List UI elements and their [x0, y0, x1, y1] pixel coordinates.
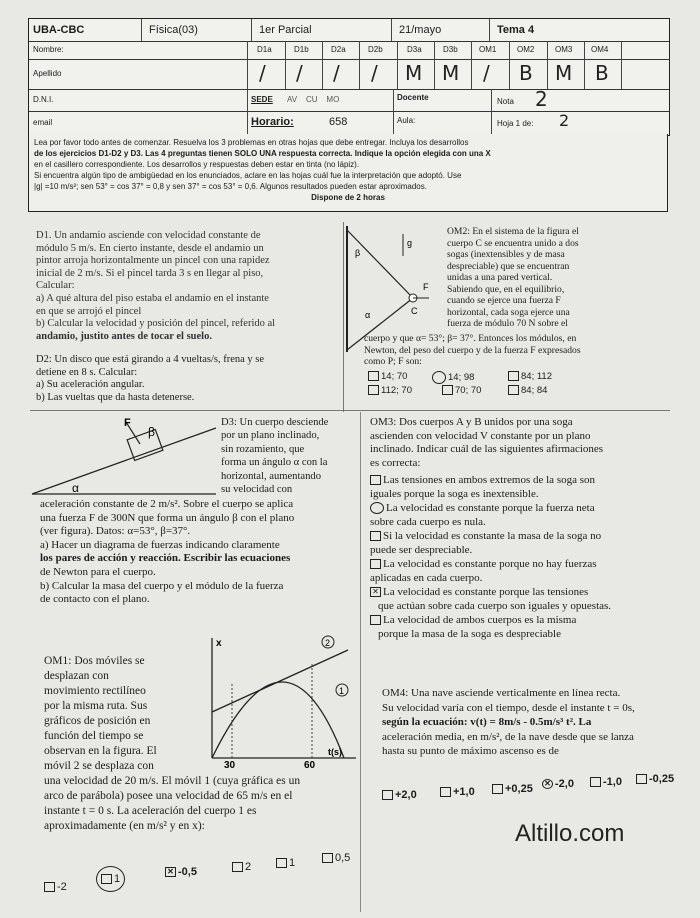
fig-f: F — [124, 417, 131, 429]
horario-value: 658 — [329, 116, 348, 128]
om2-line: despreciable) que se encuentran — [447, 260, 570, 272]
om1-line: observan en la figura. El — [44, 745, 157, 757]
option-label: 70; 70 — [455, 385, 482, 396]
om2-line: como P; F son: — [364, 356, 422, 367]
option-label: 14; 70 — [381, 371, 408, 382]
om2-option-3[interactable] — [508, 371, 552, 382]
answer-d3a: M — [405, 61, 423, 85]
om2-line: horizontal, cada soga ejerce una — [447, 306, 570, 318]
option-label: +2,0 — [395, 789, 417, 801]
option-label: La velocidad es constante porque la fuerza neta — [386, 502, 595, 514]
om1-question-side — [44, 654, 194, 774]
checkbox[interactable] — [370, 475, 381, 485]
fig-alpha: α — [365, 310, 371, 320]
d1-line: inicial de 2 m/s. Si el pincel tarda 3 s en llegar al piso, — [36, 267, 264, 279]
instr-line-5: |g| =10 m/s²; sen 53° = cos 37° = 0,8 y sen 37° = cos 53° = 0,6. Algunos resultados pueden estar aproximados. — [34, 182, 427, 191]
checkbox-marked[interactable] — [432, 371, 446, 384]
option-label: -0,25 — [649, 773, 675, 785]
om3-option-1b: iguales porque la soga es inextensible. — [370, 488, 539, 500]
answer-d1a: / — [259, 61, 266, 85]
answers-row — [29, 59, 669, 90]
om3-option-5b: que actúan sobre cada cuerpo son iguales y opuestas. — [378, 600, 612, 612]
exam-label: 1er Parcial — [259, 24, 312, 36]
subject-label: Física(03) — [149, 24, 198, 36]
d1-line: Calcular: — [36, 280, 75, 292]
om3-option-4b: aplicadas en cada cuerpo. — [370, 572, 483, 584]
graph-t2: 60 — [304, 760, 316, 770]
option-label: 84; 84 — [521, 385, 548, 396]
graph-c1: 1 — [339, 686, 345, 696]
aula-label: Aula: — [397, 116, 416, 125]
instr-line-2: de los ejercicios D1-D2 y D3. Las 4 preguntas tienen SOLO UNA respuesta correcta. Indique la opción elegida con una X — [34, 149, 491, 158]
checkbox-marked[interactable]: ✕ — [542, 779, 553, 789]
option-label: La velocidad es constante porque no hay fuerzas — [383, 558, 597, 570]
om3-option-6[interactable] — [370, 613, 670, 627]
tema-label: Tema 4 — [497, 24, 535, 36]
om2-option-6[interactable] — [508, 385, 547, 396]
col-om3: OM3 — [555, 45, 573, 54]
sede-label: SEDE — [251, 95, 273, 104]
d3-figure — [30, 414, 220, 500]
answer-om4: B — [595, 61, 609, 85]
option-label: Las tensiones en ambos extremos de la soga son — [383, 474, 596, 486]
om4-line: OM4: Una nave asciende verticalmente en línea recta. — [382, 687, 621, 699]
d3-line: (ver figura). Datos: α=53°, β=37°. — [40, 525, 191, 538]
om4-option-1[interactable] — [382, 789, 417, 801]
instr-line-3: en el casillero correspondiente. Los desarrollos y respuestas deben estar en tinta (no lápiz). — [34, 160, 360, 169]
option-label: 84; 112 — [521, 371, 552, 382]
om3-option-1[interactable] — [370, 473, 670, 487]
email-label: email — [33, 118, 53, 127]
om2-option-1[interactable] — [368, 371, 407, 382]
fig-c: C — [411, 306, 418, 316]
col-d1b: D1b — [294, 45, 309, 54]
hoja-label: Hoja 1 de: — [497, 119, 534, 128]
om3-option-6b: porque la masa de la soga es despreciable — [378, 628, 561, 640]
checkbox[interactable] — [382, 790, 393, 800]
om2-option-2[interactable] — [432, 371, 474, 384]
option-label: 112; 70 — [381, 385, 412, 396]
om2-line: cuando se ejerce una fuerza F — [447, 295, 561, 306]
option-label: 0,5 — [335, 852, 351, 864]
answer-d1b: / — [296, 61, 303, 85]
option-label: La velocidad de ambos cuerpos es la misma — [383, 614, 577, 626]
checkbox-marked[interactable]: ✕ — [370, 587, 381, 597]
d1-line: andamio, justito antes de tocar el suelo. — [36, 330, 212, 342]
option-label: -1,0 — [603, 776, 622, 788]
graph-t1: 30 — [224, 760, 236, 770]
om1-line: gráficos de posición en — [44, 715, 151, 727]
instr-line-4: Si encuentra algún tipo de ambigüedad en los enunciados, aclare en las hojas cuál fue la interpretación que adoptó. Use — [34, 171, 462, 180]
nota-value: 2 — [535, 87, 548, 111]
option-label: 14; 98 — [448, 372, 475, 384]
fig-beta: β — [355, 248, 361, 258]
om1-line: desplazan con — [44, 670, 109, 682]
checkbox[interactable] — [442, 385, 453, 395]
d3-line: b) Calcular la masa del cuerpo y el módulo de la fuerza — [40, 579, 284, 592]
om4-option-4[interactable] — [542, 778, 574, 790]
om3-options — [370, 473, 670, 641]
col-om2: OM2 — [517, 45, 535, 54]
d3-line: horizontal, aumentando — [221, 470, 322, 482]
om3-option-2[interactable] — [370, 501, 670, 515]
checkbox[interactable] — [492, 784, 503, 794]
answer-om1: / — [483, 61, 490, 85]
header-title-row — [29, 19, 669, 42]
om1-line: arco de parábola) posee una velocidad de 65 m/s en el — [44, 790, 293, 802]
fig-beta: β — [148, 425, 155, 439]
col-d3a: D3a — [407, 45, 422, 54]
om4-line: hasta su punto de máximo ascenso es de — [382, 745, 559, 758]
om3-question — [370, 416, 670, 470]
d3-line: aceleración constante de 2 m/s². Sobre el cuerpo se aplica — [40, 498, 294, 510]
om4-option-5[interactable] — [590, 776, 622, 788]
col-d2a: D2a — [331, 45, 346, 54]
checkbox-marked[interactable]: ✕ — [165, 867, 176, 877]
om1-question — [44, 774, 364, 834]
d3-problem-side — [221, 416, 359, 496]
om4-option-3[interactable] — [492, 783, 533, 795]
graph-t: t(s) — [328, 747, 342, 757]
om1-option-4[interactable] — [232, 861, 251, 873]
d3-line: por un plano inclinado, — [221, 430, 320, 442]
om2-line: cuerpo y que α= 53°; β= 37°. Entonces los módulos, en — [364, 333, 577, 344]
dni-label: D.N.I. — [33, 95, 54, 104]
checkbox[interactable] — [368, 385, 379, 395]
answer-om2: B — [519, 61, 533, 85]
checkbox-circled[interactable] — [370, 502, 384, 514]
col-d1a: D1a — [257, 45, 272, 54]
docente-label: Docente — [397, 93, 429, 102]
checkbox[interactable] — [322, 853, 333, 863]
answer-om3: M — [555, 61, 573, 85]
d3-line: los pares de acción y reacción. Escribir las ecuaciones — [40, 552, 291, 565]
om1-line: función del tiempo se — [44, 730, 144, 742]
email-row — [29, 111, 669, 135]
date-label: 21/mayo — [399, 24, 442, 36]
block — [127, 430, 163, 461]
d3-line: una fuerza F de 300N que forma un ángulo β con el plano — [40, 511, 295, 524]
checkbox[interactable] — [276, 858, 287, 868]
checkbox[interactable] — [440, 787, 451, 797]
apellido-label: Apellido — [33, 69, 62, 78]
checkbox[interactable] — [508, 371, 519, 381]
om4-line: Su velocidad varía con el tiempo, desde el instante t = 0s, — [382, 701, 635, 714]
d3-line: su velocidad con — [221, 484, 293, 496]
om1-line: aproximadamente (en m/s² y en x): — [44, 820, 205, 832]
om2-option-4[interactable] — [368, 385, 412, 396]
om1-line: móvil 2 se desplaza con — [44, 760, 154, 772]
col-d3b: D3b — [443, 45, 458, 54]
om4-option-2[interactable] — [440, 786, 475, 798]
checkbox[interactable] — [368, 371, 379, 381]
om1-graph — [198, 634, 360, 770]
nota-label: Nota — [497, 97, 514, 106]
fig-f: F — [423, 282, 429, 292]
watermark: Altillo.com — [515, 820, 625, 847]
om1-line: OM1: Dos móviles se — [44, 655, 145, 667]
checkbox[interactable] — [370, 531, 381, 541]
om3-line: es correcta: — [370, 456, 421, 469]
option-label: 2 — [245, 861, 252, 873]
checkbox[interactable] — [370, 559, 381, 569]
om3-line: ascienden con velocidad V constante por un plano — [370, 429, 591, 442]
om4-option-6[interactable] — [636, 773, 674, 785]
om1-line: movimiento rectilíneo — [44, 685, 146, 697]
d2-line: D2: Un disco que está girando a 4 vueltas/s, frena y se — [36, 354, 265, 365]
incline-line — [32, 428, 216, 494]
col-d2b: D2b — [368, 45, 383, 54]
divider-vertical-bottom — [360, 412, 361, 912]
d1-line: pintor arroja horizontalmente un pincel con una rapidez — [36, 255, 270, 267]
option-label: -2 — [57, 881, 67, 893]
school-label: UBA-CBC — [33, 24, 85, 36]
om1-option-2[interactable] — [96, 866, 125, 892]
hoja-value: 2 — [559, 111, 570, 130]
option-label: 1 — [114, 873, 121, 885]
d3-problem — [40, 498, 360, 607]
om1-line: una velocidad de 20 m/s. El móvil 1 (cuya gráfica es un — [44, 775, 301, 787]
d2-line: b) Las vueltas que da hasta detenerse. — [36, 391, 195, 403]
om3-option-3b: puede ser despreciable. — [370, 544, 473, 556]
graph-x: x — [216, 638, 222, 649]
answer-d2a: / — [333, 61, 340, 85]
d1-line: módulo 5 m/s. En cierto instante, desde el andamio un — [36, 242, 264, 254]
d1-line: D1. Un andamio asciende con velocidad constante de — [36, 230, 261, 241]
om2-line: OM2: En el sistema de la figura el — [447, 226, 579, 237]
om3-line: inclinado. Indicar cuál de las siguientes afirmaciones — [370, 443, 604, 456]
om4-question — [382, 686, 682, 759]
d2-line: detiene en 8 s. Calcular: — [36, 366, 138, 378]
option-label: -2,0 — [555, 778, 574, 790]
line-2 — [212, 650, 348, 712]
d1-line: b) Calcular la velocidad y posición del pincel, referido al — [36, 318, 276, 330]
divider-horizontal — [30, 410, 670, 411]
om2-line: sogas (inextensibles y de masa — [447, 249, 565, 260]
d2-line: a) Su aceleración angular. — [36, 379, 145, 391]
om1-option-1[interactable] — [44, 881, 67, 893]
om3-option-2b: sobre cada cuerpo es nula. — [370, 516, 486, 528]
checkbox[interactable] — [590, 777, 601, 787]
checkbox[interactable] — [370, 615, 381, 625]
instructions-box — [28, 134, 668, 212]
om2-question — [447, 226, 672, 330]
om4-line: según la ecuación: v(t) = 8m/s - 0.5m/s³ t². La — [382, 716, 592, 729]
checkbox[interactable] — [508, 385, 519, 395]
sede-options: AV CU MO — [287, 95, 340, 104]
d3-line: de contacto con el plano. — [40, 593, 150, 606]
col-om4: OM4 — [591, 45, 609, 54]
d2-problem — [36, 354, 341, 404]
om1-line: por la misma ruta. Sus — [44, 700, 148, 712]
checkbox[interactable] — [101, 874, 112, 884]
option-label: -0,5 — [178, 866, 197, 878]
answer-d2b: / — [371, 61, 378, 85]
answer-d3b: M — [442, 61, 460, 85]
om1-option-3[interactable] — [165, 866, 197, 878]
dni-row — [29, 89, 669, 112]
om2-question-cont — [364, 333, 674, 368]
fig-g: g — [407, 238, 413, 248]
checkbox[interactable] — [232, 862, 243, 872]
option-label: La velocidad es constante porque las tensiones — [383, 586, 589, 598]
d3-line: forma un ángulo α con la — [221, 457, 328, 469]
om2-line: unidas a una pared vertical. — [447, 272, 553, 283]
om3-option-5[interactable] — [370, 585, 670, 599]
om1-line: instante t = 0 s. La aceleración del cuerpo 1 es — [44, 805, 257, 817]
d3-line: a) Hacer un diagrama de fuerzas indicando claramente — [40, 538, 280, 551]
d3-line: de Newton para el cuerpo. — [40, 565, 156, 578]
instr-duration: Dispone de 2 horas — [311, 193, 385, 202]
om2-line: Newton, del peso del cuerpo y de la fuerza F expresados — [364, 344, 581, 356]
om3-option-4[interactable] — [370, 557, 670, 571]
option-label: +0,25 — [505, 783, 533, 795]
d1-line: a) A qué altura del piso estaba el andamio en el instante — [36, 292, 269, 304]
om1-option-5[interactable] — [276, 857, 295, 869]
om4-line: aceleración media, en m/s², de la nave desde que se lanza — [382, 730, 634, 743]
col-om1: OM1 — [479, 45, 497, 54]
fig-alpha: α — [72, 481, 79, 495]
header-columns-row — [29, 41, 669, 60]
om3-option-3[interactable] — [370, 529, 670, 543]
d1-problem — [36, 230, 341, 343]
d3-line: sin rozamiento, que — [221, 443, 305, 455]
d1-line: en que se arrojó el pincel — [36, 305, 142, 317]
om1-option-6[interactable] — [322, 852, 350, 864]
checkbox[interactable] — [636, 774, 647, 784]
option-label: 1 — [289, 857, 296, 869]
d3-line: D3: Un cuerpo desciende — [221, 417, 329, 428]
graph-c2: 2 — [325, 638, 331, 648]
nombre-label: Nombre: — [33, 45, 64, 54]
option-label: Si la velocidad es constante la masa de la soga no — [383, 530, 602, 542]
om2-line: fuerza de módulo 70 N sobre el — [447, 318, 568, 329]
om2-option-5[interactable] — [442, 385, 481, 396]
instr-line-1: Lea por favor todo antes de comenzar. Resuelva los 3 problemas en otras hojas que debe entregar. Incluya los desarrollos — [34, 138, 469, 147]
option-label: +1,0 — [453, 786, 475, 798]
om2-line: cuerpo C se encuentra unido a dos — [447, 237, 579, 249]
header-table — [28, 18, 670, 136]
om2-line: Sabiendo que, en el equilibrio, — [447, 283, 565, 295]
checkbox[interactable] — [44, 882, 55, 892]
om3-line: OM3: Dos cuerpos A y B unidos por una soga — [370, 416, 573, 428]
horario-label: Horario: — [251, 116, 294, 128]
